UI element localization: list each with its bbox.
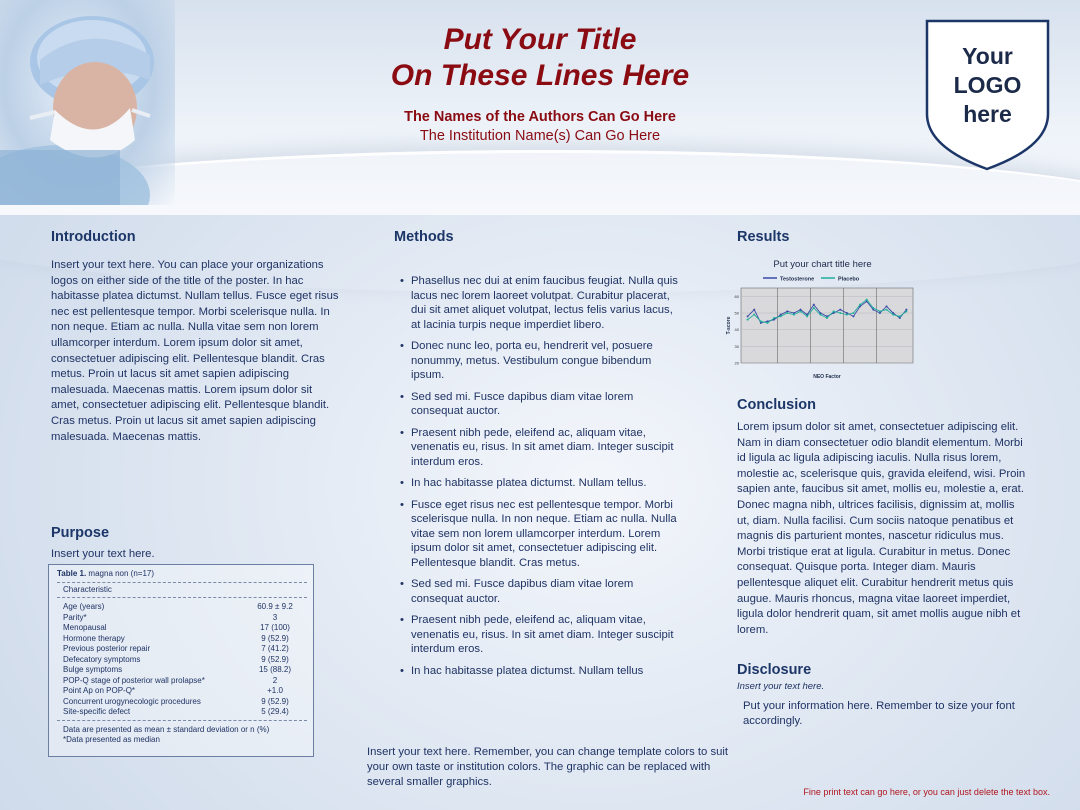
table-rule [57, 582, 307, 583]
data-point [813, 304, 815, 306]
table-cell-label: Site-specific defect [63, 707, 131, 716]
table-rule [57, 597, 307, 598]
table-cell-label: Menopausal [63, 623, 107, 632]
table-cell-label: Defecatory symptoms [63, 654, 141, 664]
data-point [760, 320, 762, 322]
x-axis-label: NEO Factor [813, 374, 841, 380]
data-point [866, 299, 868, 301]
table-row [63, 676, 303, 687]
data-table [48, 564, 314, 757]
table-row [63, 697, 303, 708]
data-point [839, 309, 841, 311]
legend-label: Placebo [838, 276, 860, 283]
data-point [753, 314, 755, 316]
methods-list [398, 274, 683, 685]
conclusion-heading: Conclusion [737, 397, 816, 413]
institution-line: The Institution Name(s) Can Go Here [419, 128, 661, 144]
data-point [793, 314, 795, 316]
plot-area [741, 288, 913, 363]
table-cell-value: 2 [272, 675, 278, 685]
data-point [905, 310, 907, 312]
table-row [63, 623, 303, 634]
table-cell-value: 17 (100) [260, 623, 290, 632]
table-cell-value: 9 (52.9) [261, 654, 289, 664]
methods-bullet: • Sed sed mi. Fusce dapibus diam vitae lorem consequat auctor. [398, 390, 683, 419]
purpose-text: Insert your text here. [51, 548, 155, 560]
methods-bullet: • Phasellus nec dui at enim faucibus feugiat. Nulla quis lacus nec lorem laoreet volutpat. Curabitur placerat, dui sit amet aliquet volutpat, lectus felis varius lacus, at lacinia turpis neque imperdiet libero. [398, 274, 683, 332]
data-point [800, 310, 802, 312]
table-row [63, 602, 303, 613]
table-row [63, 634, 303, 645]
y-axis-label: T-score [726, 316, 732, 335]
data-point [747, 319, 749, 321]
methods-bullet: • Praesent nibh pede, eleifend ac, aliquam vitae, venenatis eu, risus. In sit amet diam. Integer suscipit interdum eros. [398, 613, 683, 657]
table-note: Data are presented as mean ± standard deviation or n (%) [63, 725, 270, 734]
legend-label: Testosterone [780, 276, 815, 283]
chart-title: Put your chart title here [773, 259, 872, 270]
table-rule [57, 720, 307, 721]
table-cell-value: 9 (52.9) [261, 696, 289, 706]
data-point [780, 315, 782, 317]
methods-heading: Methods [394, 229, 454, 245]
table-cell-label: POP-Q stage of posterior wall prolapse* [63, 675, 205, 685]
table-row [63, 644, 303, 655]
table-cell-value: 3 [272, 612, 278, 622]
data-point [747, 315, 749, 317]
table-cell-value: 9 (52.9) [261, 633, 289, 643]
table-cell-value: +1.0 [267, 686, 283, 695]
methods-footer-text: Insert your text here. Remember, you can change template colors to suit your own taste or institution colors. The graphic can be replaced with several smaller graphics. [367, 746, 729, 788]
table-cell-label: Point Ap on POP-Q* [63, 686, 136, 695]
table-cell-value: 15 (88.2) [258, 665, 292, 674]
table-row [63, 707, 303, 718]
table-cell-label: Parity* [63, 612, 87, 622]
conclusion-text: Lorem ipsum dolor sit amet, consectetuer adipiscing elit. Nam in diam consectetuer odio blandit elementum. Morbi id ligula ac ligula adipiscing iaculis. Nulla risus lorem, molestie ac, scelerisque quis, gravida eleifend, wisi. Proin sapien ante, faucibus sit amet, mollis eu, molestie a, erat. Donec magna nibh, ultrices facilisis, dignissim at, mollis ut, diam. Nulla facilisi. Cum sociis natoque penatibus et magnis dis parturient montes, nascetur ridiculus mus. Morbi tristique erat at ligula. Curabitur in metus. Donec consequat. Quisque porta. Integer diam. Mauris pellentesque aliquet elit. Curabitur hendrerit metus quis augue. Mauris rhoncus, magna vitae laoreet imperdiet, ligula dolor hendrerit quam, sit amet mollis augue nibh et lorem. [737, 421, 1026, 636]
table-row [63, 665, 303, 676]
disclosure-text: Put your information here. Remember to size your font accordingly. [743, 700, 1015, 727]
surgeon-photo [0, 0, 175, 205]
data-point [766, 322, 768, 324]
introduction-heading: Introduction [51, 229, 136, 245]
table-row [63, 613, 303, 624]
data-point [892, 314, 894, 316]
disclosure-heading: Disclosure [737, 662, 812, 678]
table-cell-value: 5 (29.4) [261, 707, 289, 716]
data-point [886, 309, 888, 311]
data-point [753, 309, 755, 311]
table-cell-value: 7 (41.2) [261, 644, 289, 653]
methods-bullet: • Sed sed mi. Fusce dapibus diam vitae lorem consequat auctor. [398, 577, 683, 606]
logo-text: Your LOGO here [953, 43, 1022, 127]
disclosure-subtitle: Insert your text here. [737, 681, 825, 692]
data-point [872, 307, 874, 309]
data-point [852, 312, 854, 314]
y-tick-label: 60 [734, 293, 739, 299]
data-point [899, 315, 901, 317]
title-line-2: On These Lines Here [390, 59, 690, 92]
methods-bullet: • Donec nunc leo, porta eu, hendrerit vel, posuere nonummy, metus. Vestibulum congue bibendum ipsum. [398, 339, 683, 383]
poster-title [320, 22, 760, 94]
fine-print: Fine print text can go here, or you can just delete the text box. [803, 787, 1050, 797]
introduction-text: Insert your text here. You can place your organizations logos on either side of the title of the poster. In hac habitasse platea dictumst. Nullam tellus. Fusce eget risus nec est pellentesque tempor. Morbi scelerisque nulla. In non neque. Etiam ac nulla. Nulla vitae sem non lorem ullamcorper interdum. Lorem ipsum dolor sit amet, consectetuer adipiscing elit. Pellentesque blandit. Cras metus. Proin ut lacus sit amet sapien adipiscing malesuada. Maecenas mattis. Lorem ipsum dolor sit amet, consectetuer adipiscing elit. Pellentesque blandit. Cras metus. Proin ut lacus sit amet sapien adipiscing malesuada. Maecenas mattis. [51, 259, 339, 443]
data-point [819, 314, 821, 316]
table-row [63, 655, 303, 666]
y-tick-label: 40 [734, 327, 739, 333]
data-point [826, 317, 828, 319]
methods-bullet: • In hac habitasse platea dictumst. Nullam tellus [398, 664, 683, 679]
methods-bullet: • Fusce eget risus nec est pellentesque tempor. Morbi scelerisque nulla. In non neque. Etiam ac nulla. Nulla vitae sem non lorem ullamcorper interdum. Lorem ipsum dolor sit amet, consectetuer adipiscing elit. Pellentesque blandit. Cras metus. [398, 498, 683, 571]
table-cell-label: Concurrent urogynecologic procedures [63, 696, 201, 706]
data-point [773, 317, 775, 319]
table-cell-label: Age (years) [63, 602, 105, 611]
data-point [833, 310, 835, 312]
methods-bullet: • Praesent nibh pede, eleifend ac, aliquam vitae, venenatis eu, risus. In sit amet diam. Integer suscipit interdum eros. [398, 426, 683, 470]
table-note: *Data presented as median [63, 735, 160, 744]
table-cell-label: Bulge symptoms [63, 665, 123, 674]
data-point [846, 314, 848, 316]
table-cell-value: 60.9 ± 9.2 [257, 602, 293, 611]
data-point [879, 310, 881, 312]
table-row [63, 686, 303, 697]
table-cell-label: Previous posterior repair [63, 644, 151, 653]
y-tick-label: 50 [734, 310, 739, 316]
purpose-heading: Purpose [51, 525, 110, 541]
data-point [852, 315, 854, 317]
data-point [859, 304, 861, 306]
results-chart [725, 256, 920, 384]
data-point [886, 305, 888, 307]
y-tick-label: 30 [734, 343, 739, 349]
data-point [839, 312, 841, 314]
table-cell-label: Hormone therapy [63, 633, 125, 643]
results-heading: Results [737, 229, 790, 245]
data-point [806, 315, 808, 317]
data-point [786, 312, 788, 314]
methods-bullet: • In hac habitasse platea dictumst. Nullam tellus. [398, 476, 683, 491]
authors-line: The Names of the Authors Can Go Here [404, 109, 676, 125]
table-column-header: Characteristic [63, 585, 112, 594]
data-point [813, 307, 815, 309]
table-caption: Table 1. magna non (n=17) [57, 569, 155, 578]
y-tick-label: 20 [734, 360, 739, 366]
title-line-1: Put Your Title [443, 23, 637, 56]
